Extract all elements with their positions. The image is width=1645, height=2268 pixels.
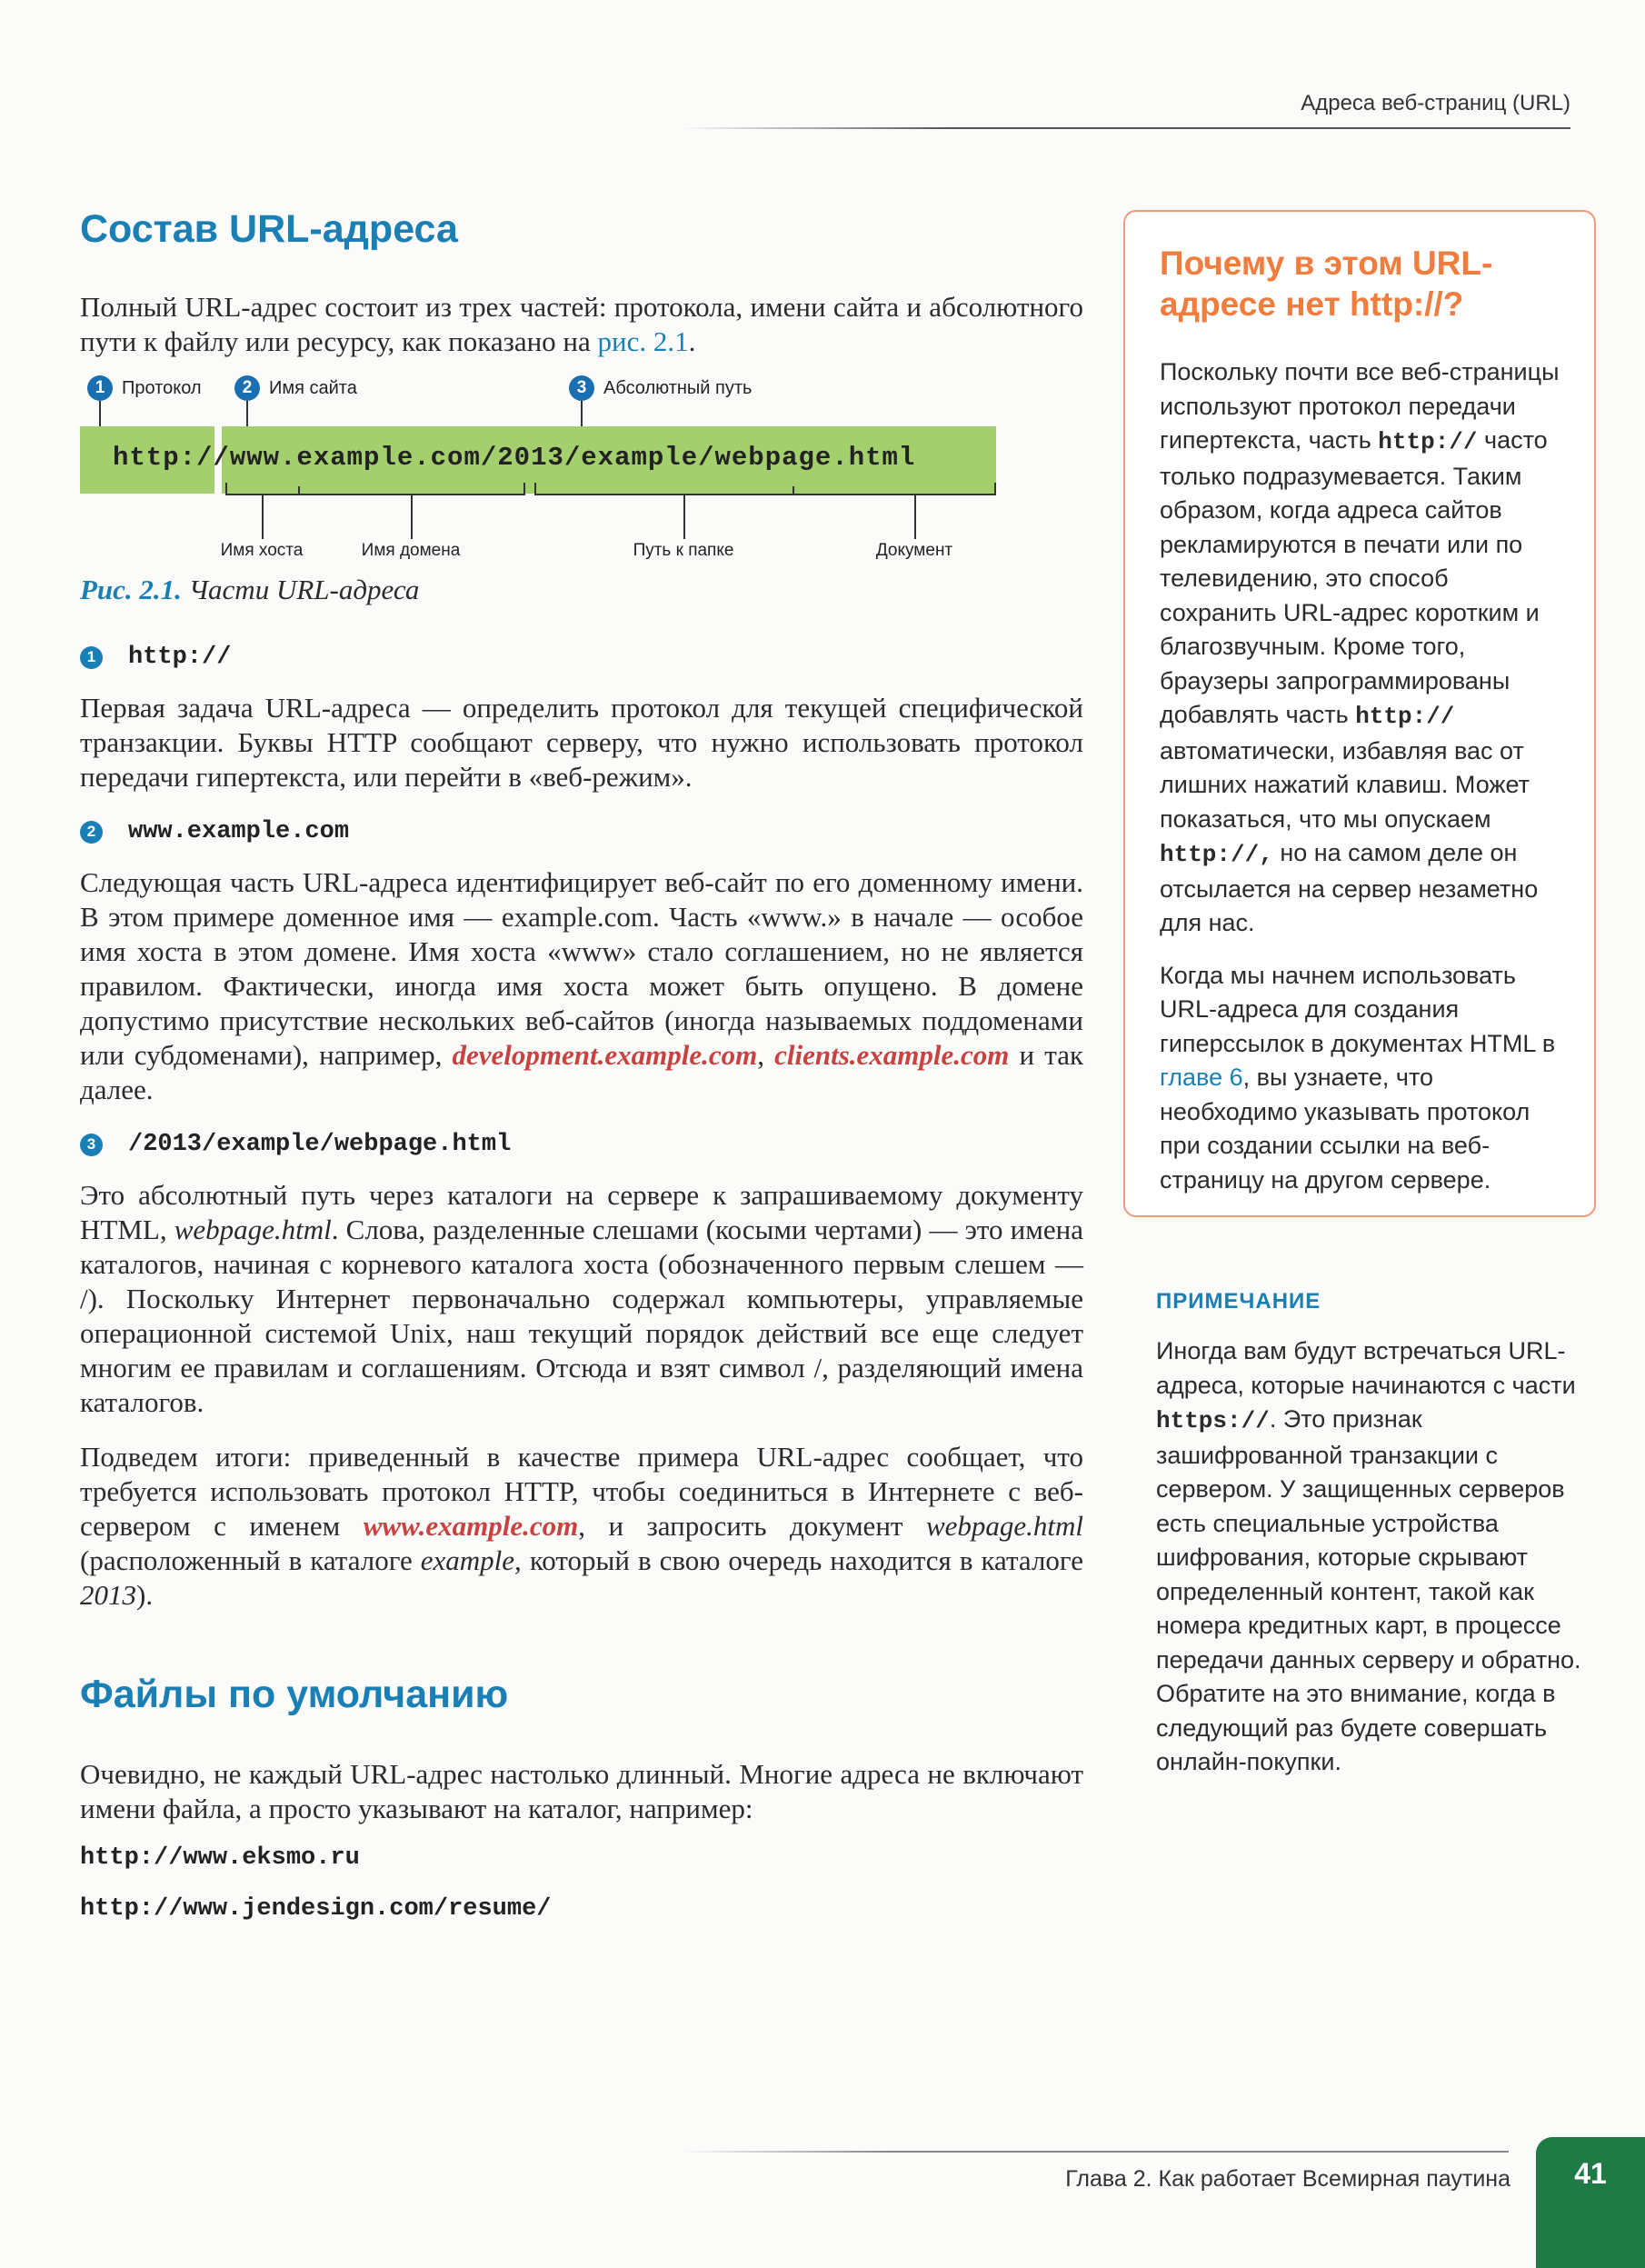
sidebar-paragraph-2 <box>1160 959 1567 1198</box>
callout-protocol-label: Протокол <box>122 377 202 398</box>
summary-em-example: example, <box>420 1544 522 1576</box>
leader-folder <box>683 495 685 539</box>
callout-number-3: 3 <box>569 375 594 401</box>
callout-site-label: Имя сайта <box>269 377 357 398</box>
code-example-eksmo: http://www.eksmo.ru <box>80 1844 360 1872</box>
callout-absolute-path <box>569 375 752 401</box>
item-path-text-a: Это абсолютный путь через каталоги на сервере к запрашиваемому документу HTML, <box>80 1179 1083 1245</box>
summary-text-e: ). <box>136 1579 154 1611</box>
sidebar-p1-b: часто только подразумевается. Таким образом, когда адреса сайтов рекламируются в печати или по телевидению, это способ сохранить URL-адрес коротким и благозвучным. Кроме того, браузеры запрограммированы добавлять часть <box>1160 426 1548 728</box>
bracket-path <box>534 483 996 495</box>
main-column <box>80 207 1083 1923</box>
link-clients-example[interactable]: clients.example.com <box>774 1039 1010 1071</box>
item-path-em: webpage.html <box>174 1214 332 1245</box>
callout-number-2: 2 <box>234 375 260 401</box>
tick-folder-doc-split <box>793 486 794 495</box>
summary-text-c: (расположенный в каталоге <box>80 1544 421 1576</box>
item-path-heading <box>80 1131 1083 1158</box>
sidebar-code-http-1: http:// <box>1378 428 1478 455</box>
pin-protocol <box>99 401 101 426</box>
label-hostname: Имя хоста <box>220 541 304 560</box>
sidebar-p1-d: но на самом деле он отсылается на сервер незаметно для нас. <box>1160 839 1539 936</box>
label-domain: Имя домена <box>361 541 461 560</box>
page-number: 41 <box>1574 2157 1607 2190</box>
summary-paragraph <box>80 1440 1083 1613</box>
section-title-default-files: Файлы по умолчанию <box>80 1673 509 1716</box>
sidebar-box <box>1123 210 1596 1217</box>
url-example-text: http://www.example.com/2013/example/webpage.html <box>113 443 916 473</box>
intro-paragraph <box>80 290 1083 359</box>
note-title: ПРИМЕЧАНИЕ <box>1156 1289 1321 1314</box>
intro-end: . <box>688 325 696 357</box>
sidebar-paragraph-1 <box>1160 355 1567 941</box>
default-files-paragraph: Очевидно, не каждый URL-адрес настолько длинный. Многие адреса не включают имени файла, а просто указывают на каталог, например: <box>80 1758 1083 1824</box>
callout-path-label: Абсолютный путь <box>603 377 753 398</box>
sidebar-code-http-3: http://, <box>1160 841 1273 868</box>
tick-host-domain-split <box>298 486 300 495</box>
item-number-2: 2 <box>80 821 103 844</box>
link-development-example[interactable]: development.example.com <box>452 1039 758 1071</box>
section-title-url-structure: Состав URL-адреса <box>80 207 458 251</box>
intro-text: Полный URL-адрес состоит из трех частей: протокола, имени сайта и абсолютного пути к файлу или ресурсу, как показано на <box>80 291 1083 357</box>
callout-number-1: 1 <box>87 375 113 401</box>
label-document: Документ <box>875 541 953 560</box>
sidebar-p1-c: автоматически, избавляя вас от лишних нажатий клавиш. Может показаться, что мы опускаем <box>1160 736 1530 833</box>
footer-chapter-title: Глава 2. Как работает Всемирная паутина <box>1065 2166 1510 2192</box>
item-site-code: www.example.com <box>128 818 350 845</box>
code-example-jendesign: http://www.jendesign.com/resume/ <box>80 1895 552 1923</box>
sidebar-code-http-2: http:// <box>1355 703 1455 730</box>
figure-caption <box>80 573 1083 607</box>
figure-reference-link[interactable]: рис. 2.1 <box>597 325 689 357</box>
item-protocol-heading <box>80 644 1083 671</box>
item-site-sep: , <box>757 1039 775 1071</box>
item-number-1: 1 <box>80 646 103 669</box>
summary-text-d: который в свою очередь находится в каталоге <box>521 1544 1083 1576</box>
footer-rule <box>682 2151 1509 2153</box>
item-path-code: /2013/example/webpage.html <box>128 1131 512 1158</box>
item-protocol-code: http:// <box>128 644 232 671</box>
caption-text: Части URL-адреса <box>188 574 420 605</box>
summary-em-webpage: webpage.html <box>925 1510 1083 1542</box>
caption-label: Рис. 2.1. <box>80 574 182 605</box>
item-path-text-b: . Слова, разделенные слешами (косыми чертами) — это имена каталогов, начиная с корневого каталога хоста (обозначенного первым слешем — /). Поскольку Интернет первоначально содержал компьютеры, управляемые операционной системой Unix, наш текущий порядок действий все еще следует многим ее правилам и соглашениям. Отсюда и взят символ /, разделяющий имена каталогов. <box>80 1214 1083 1418</box>
note-text-b: . Это признак зашифрованной транзакции с сервером. У защищенных серверов есть специальные устройства шифрования, которые скрывают определенный контент, такой как номера кредитных карт, в процессе передачи данных серверу и обратно. Обратите на это внимание, когда в следующий раз будете совершать онлайн-покупки. <box>1156 1405 1581 1775</box>
item-site-text-b: и так далее. <box>80 1039 1084 1105</box>
sidebar-p2-b: , вы узнаете, что необходимо указывать протокол при создании ссылки на веб-страницу на другом сервере. <box>1160 1064 1530 1194</box>
pin-path <box>581 401 583 426</box>
item-protocol-text: Первая задача URL-адреса — определить протокол для текущей специфической транзакции. Буквы HTTP сообщают серверу, что нужно использовать протокол передачи гипертекста, или перейти в «веб-режим». <box>80 692 1083 793</box>
link-www-example[interactable]: www.example.com <box>363 1510 579 1542</box>
note-code-https: https:// <box>1156 1407 1270 1434</box>
leader-hostname <box>262 495 264 539</box>
leader-document <box>914 495 916 539</box>
summary-em-2013: 2013 <box>80 1579 136 1611</box>
bracket-site <box>225 483 525 495</box>
label-folder-path: Путь к папке <box>633 541 734 560</box>
item-site-text-a: Следующая часть URL-адреса идентифицирует веб-сайт по его доменному имени. В этом примере доменное имя — example.com. Часть «www.» в начале — особое имя хоста в этом домене. Имя хоста «www» стало соглашением, но не является правилом. Фактически, иногда имя хоста может быть опущено. В домене допустимо присутствие нескольких веб-сайтов (иногда называемых поддоменами или субдоменами), например, <box>80 866 1083 1071</box>
pin-site <box>246 401 248 426</box>
item-path-text <box>80 1178 1083 1420</box>
note-text-a: Иногда вам будут встречаться URL-адреса, которые начинаются с части <box>1156 1337 1576 1399</box>
item-number-3: 3 <box>80 1134 103 1156</box>
note-text <box>1156 1334 1583 1780</box>
item-site-heading <box>80 818 1083 845</box>
leader-domain <box>411 495 413 539</box>
sidebar-p2-a: Когда мы начнем использовать URL-адреса для создания гиперссылок в документах HTML в <box>1160 961 1556 1057</box>
header-rule <box>682 127 1570 129</box>
callout-site-name <box>234 375 357 401</box>
running-head: Адреса веб-страниц (URL) <box>1301 91 1570 115</box>
sidebar-p1-a: Поскольку почти все веб-страницы используют протокол передачи гипертекста, часть <box>1160 358 1560 454</box>
sidebar-title: Почему в этом URL-адресе нет http://? <box>1160 245 1493 323</box>
item-site-text <box>80 865 1083 1107</box>
note-block <box>1156 1289 1583 1780</box>
summary-text-b: , и запросить документ <box>578 1510 926 1542</box>
callout-protocol <box>87 375 202 401</box>
chapter-6-link[interactable]: главе 6 <box>1160 1064 1243 1091</box>
summary-text-a: Подведем итоги: приведенный в качестве примера URL-адрес сообщает, что требуется использовать протокол HTTP, чтобы соединиться в Интернете с веб-сервером с именем <box>80 1441 1083 1542</box>
page-number-tab <box>1536 2137 1645 2268</box>
url-diagram <box>80 375 998 562</box>
